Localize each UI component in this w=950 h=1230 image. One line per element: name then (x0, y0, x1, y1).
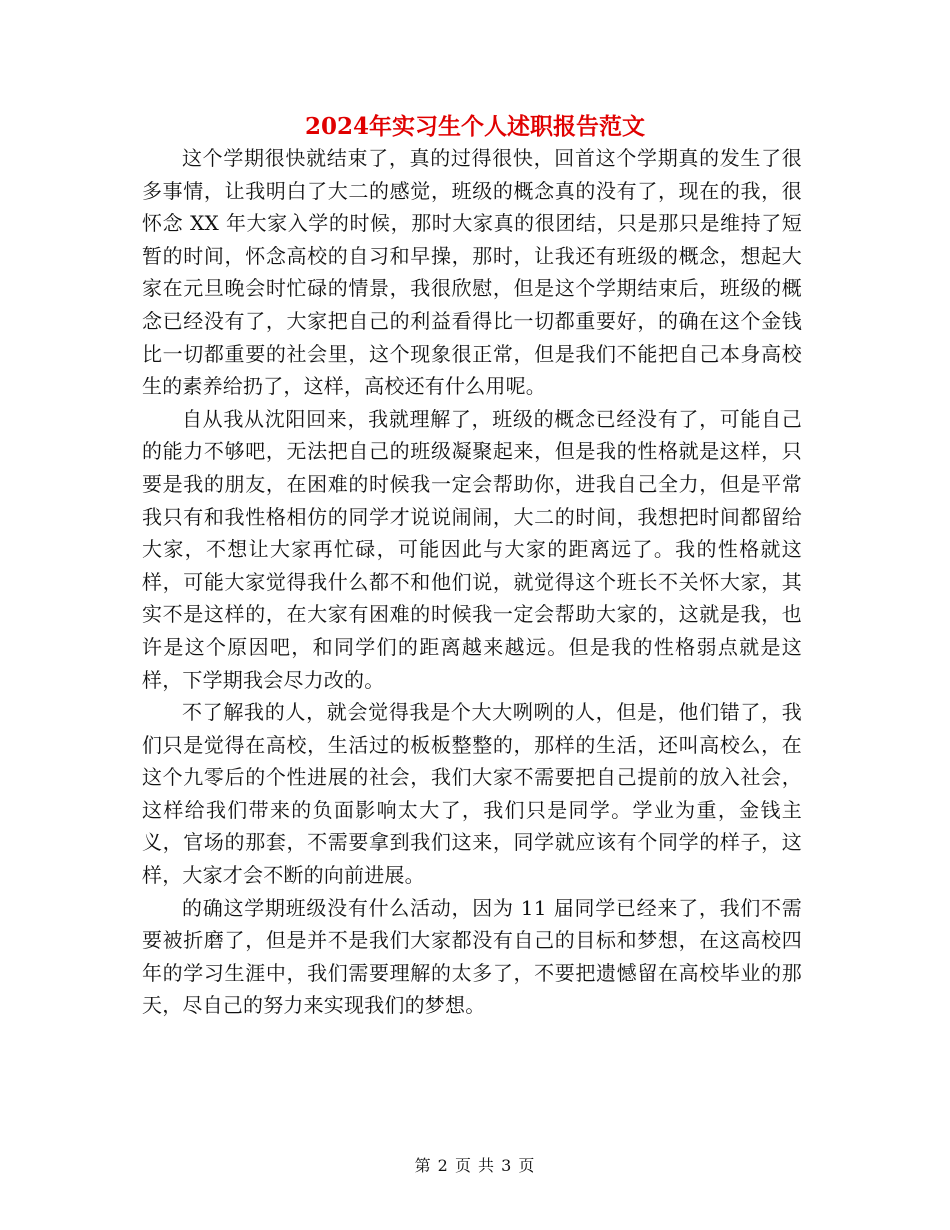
paragraph-3: 不了解我的人，就会觉得我是个大大咧咧的人，但是，他们错了，我们只是觉得在高校，生活过的板板整整的，那样的生活，还叫高校么，在这个九零后的个性进展的社会，我们大家不需要把自己提前的放入社会，这样给我们带来的负面影响太大了，我们只是同学。学业为重，金钱主义，官场的那套，不需要拿到我们这来，同学就应该有个同学的样子，这样，大家才会不断的向前进展。 (142, 700, 802, 888)
document-body (142, 142, 802, 1022)
document-title: 2024年实习生个人述职报告范文 (304, 113, 645, 140)
paragraph-1: 这个学期很快就结束了，真的过得很快，回首这个学期真的发生了很多事情，让我明白了大二的感觉，班级的概念真的没有了，现在的我，很怀念 XX 年大家入学的时候，那时大家真的很团结，只是那只是维持了短暂的时间，怀念高校的自习和早操，那时，让我还有班级的概念，想起大家在元旦晚会时忙碌的情景，我很欣慰，但是这个学期结束后，班级的概念已经没有了，大家把自己的利益看得比一切都重要好，的确在这个金钱比一切都重要的社会里，这个现象很正常，但是我们不能把自己本身高校生的素养给扔了，这样，高校还有什么用呢。 (142, 146, 802, 399)
paragraph-2: 自从我从沈阳回来，我就理解了，班级的概念已经没有了，可能自己的能力不够吧，无法把自己的班级凝聚起来，但是我的性格就是这样，只要是我的朋友，在困难的时候我一定会帮助你，进我自己全力，但是平常我只有和我性格相仿的同学才说说闹闹，大二的时间，我想把时间都留给大家，不想让大家再忙碌，可能因此与大家的距离远了。我的性格就这样，可能大家觉得我什么都不和他们说，就觉得这个班长不关怀大家，其实不是这样的，在大家有困难的时候我一定会帮助大家的，这就是我，也许是这个原因吧，和同学们的距离越来越远。但是我的性格弱点就是这样，下学期我会尽力改的。 (142, 406, 802, 692)
paragraph-4: 的确这学期班级没有什么活动，因为 11 届同学已经来了，我们不需要被折磨了，但是并不是我们大家都没有自己的目标和梦想，在这高校四年的学习生涯中，我们需要理解的太多了，不要把遗憾留在高校毕业的那天，尽自己的努力来实现我们的梦想。 (142, 895, 802, 1018)
page-number-footer: 第 2 页 共 3 页 (414, 1156, 536, 1175)
